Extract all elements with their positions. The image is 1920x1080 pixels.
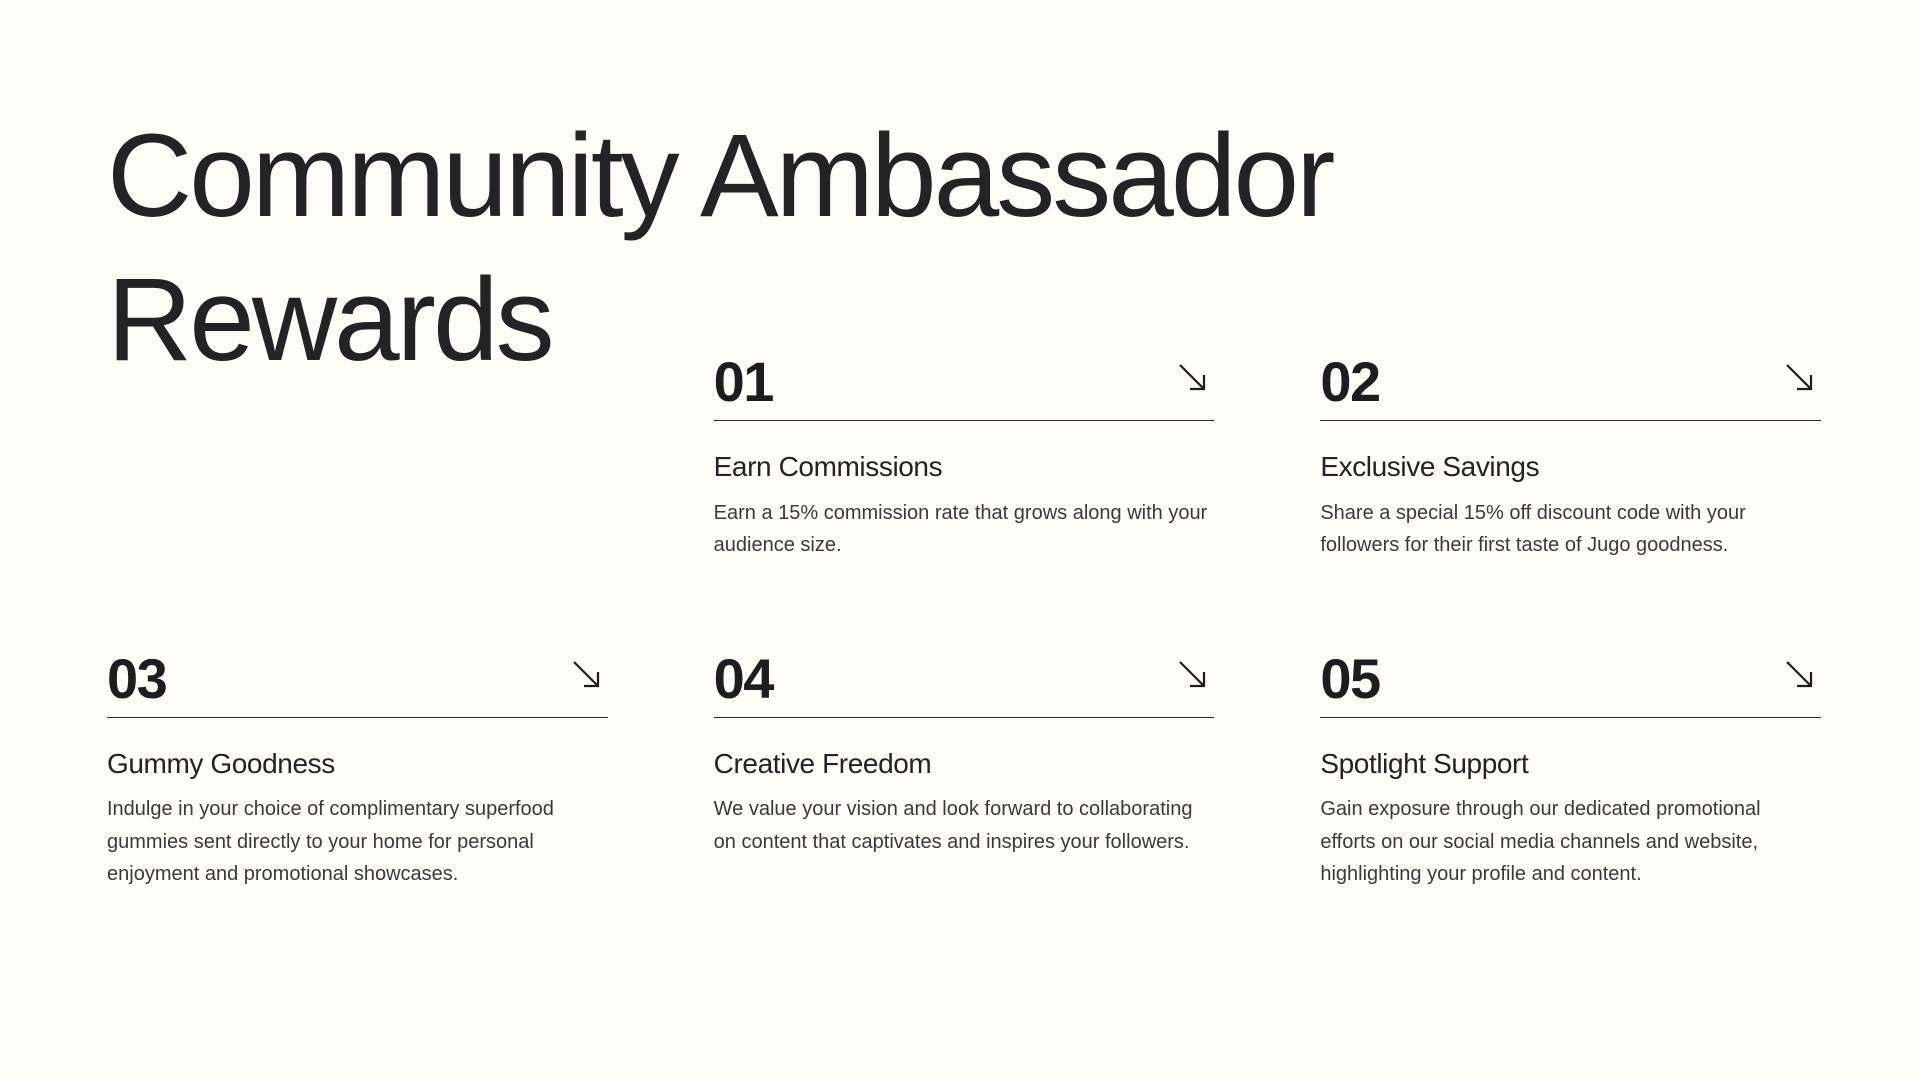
- reward-card-03[interactable]: [107, 646, 608, 891]
- arrow-down-right-icon[interactable]: [1777, 355, 1821, 404]
- card-description: Indulge in your choice of complimentary superfood gummies sent directly to your home for personal enjoyment and promotional showcases.: [107, 798, 554, 886]
- page-title: Community Ambassador Rewards: [107, 110, 1333, 386]
- card-title: Exclusive Savings: [1320, 451, 1540, 483]
- card-description: Share a special 15% off discount code with your followers for their first taste of Jugo goodness.: [1320, 501, 1746, 557]
- reward-card-05[interactable]: [1320, 646, 1821, 891]
- card-title: Gummy Goodness: [107, 747, 335, 779]
- card-description: Earn a 15% commission rate that grows along with your audience size.: [713, 501, 1208, 557]
- card-number: 05: [1320, 646, 1380, 710]
- card-number: 04: [713, 646, 773, 710]
- arrow-down-right-icon[interactable]: [1170, 652, 1214, 701]
- card-title: Creative Freedom: [713, 747, 932, 779]
- card-description: We value your vision and look forward to collaborating on content that captivates and inspires your followers.: [713, 798, 1193, 853]
- card-header: [1320, 646, 1821, 718]
- card-header: [713, 350, 1215, 421]
- rewards-grid: [107, 350, 1821, 891]
- reward-card-01[interactable]: [713, 350, 1215, 562]
- arrow-down-right-icon[interactable]: [1170, 355, 1214, 404]
- card-header: [1320, 350, 1821, 421]
- card-title: Earn Commissions: [713, 451, 943, 483]
- arrow-down-right-icon[interactable]: [564, 652, 608, 701]
- card-number: 01: [713, 350, 773, 413]
- reward-card-02[interactable]: [1320, 350, 1821, 562]
- reward-card-04[interactable]: [713, 646, 1215, 891]
- card-title: Spotlight Support: [1320, 747, 1529, 779]
- card-number: 02: [1320, 350, 1380, 413]
- card-description: Gain exposure through our dedicated promotional efforts on our social media channels and website, highlighting your profile and content.: [1320, 798, 1761, 886]
- card-number: 03: [107, 646, 167, 710]
- card-header: [107, 646, 608, 718]
- arrow-down-right-icon[interactable]: [1777, 652, 1821, 701]
- card-header: [713, 646, 1215, 718]
